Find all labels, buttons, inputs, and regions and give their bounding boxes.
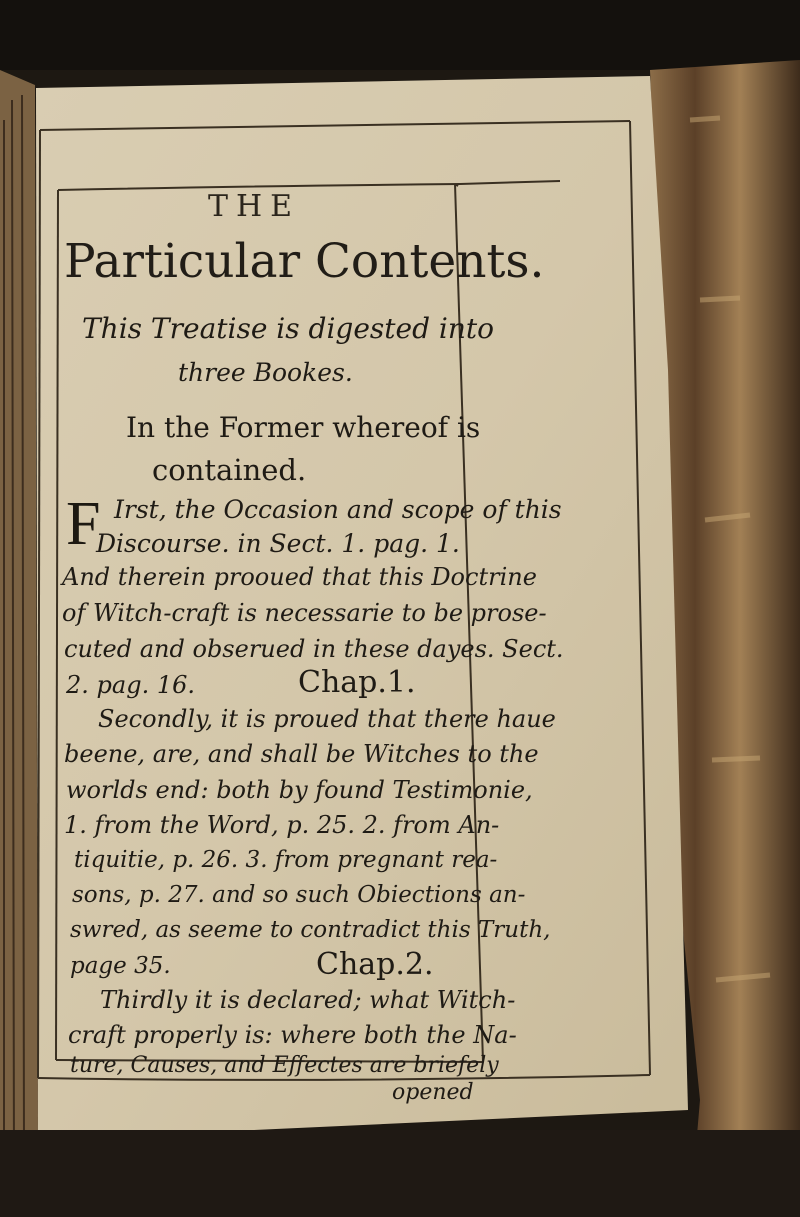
para2-line-4: 1. from the Word, p. 25. 2. from An- — [64, 811, 500, 839]
para1-line-1: Irst, the Occasion and scope of this — [114, 495, 562, 524]
intro-line-2: three Bookes. — [178, 358, 353, 387]
para1-line-4: of Witch-craft is necessarie to be prose- — [62, 599, 547, 627]
para1-line-5: cuted and obserued in these dayes. Sect. — [64, 635, 564, 663]
para3-line-1: Thirdly it is declared; what Witch- — [100, 986, 516, 1014]
para3-line-4: opened — [392, 1080, 474, 1105]
para2-line-8a: page 35. — [70, 953, 171, 979]
drop-cap: F — [66, 490, 101, 558]
para3-line-2: craft properly is: where both the Na- — [68, 1021, 517, 1049]
para2-line-5: tiquitie, p. 26. 3. from pregnant rea- — [74, 847, 498, 873]
header-main: Particular Contents. — [64, 234, 545, 289]
para1-line-2: Discourse. in Sect. 1. pag. 1. — [96, 529, 460, 558]
para1-line-6b: Chap.1. — [298, 665, 416, 700]
para2-line-8b: Chap.2. — [316, 947, 434, 982]
para1-line-3: And therein prooued that this Doctrine — [62, 563, 537, 591]
para2-line-6: sons, p. 27. and so such Obiections an- — [72, 882, 526, 908]
section-line-2: contained. — [152, 453, 307, 487]
section-line-1: In the Former whereof is — [126, 411, 481, 444]
para2-line-7: swred, as seeme to contradict this Truth, — [70, 917, 551, 943]
header-small: THE — [208, 189, 301, 224]
intro-line-1: This Treatise is digested into — [82, 312, 495, 345]
para2-line-2: beene, are, and shall be Witches to the — [64, 740, 539, 768]
para3-line-3: ture, Causes, and Effectes are briefely — [70, 1053, 499, 1078]
para2-line-3: worlds end: both by found Testimonie, — [66, 776, 533, 804]
para1-line-6a: 2. pag. 16. — [66, 671, 195, 699]
para2-line-1: Secondly, it is proued that there haue — [98, 705, 556, 733]
